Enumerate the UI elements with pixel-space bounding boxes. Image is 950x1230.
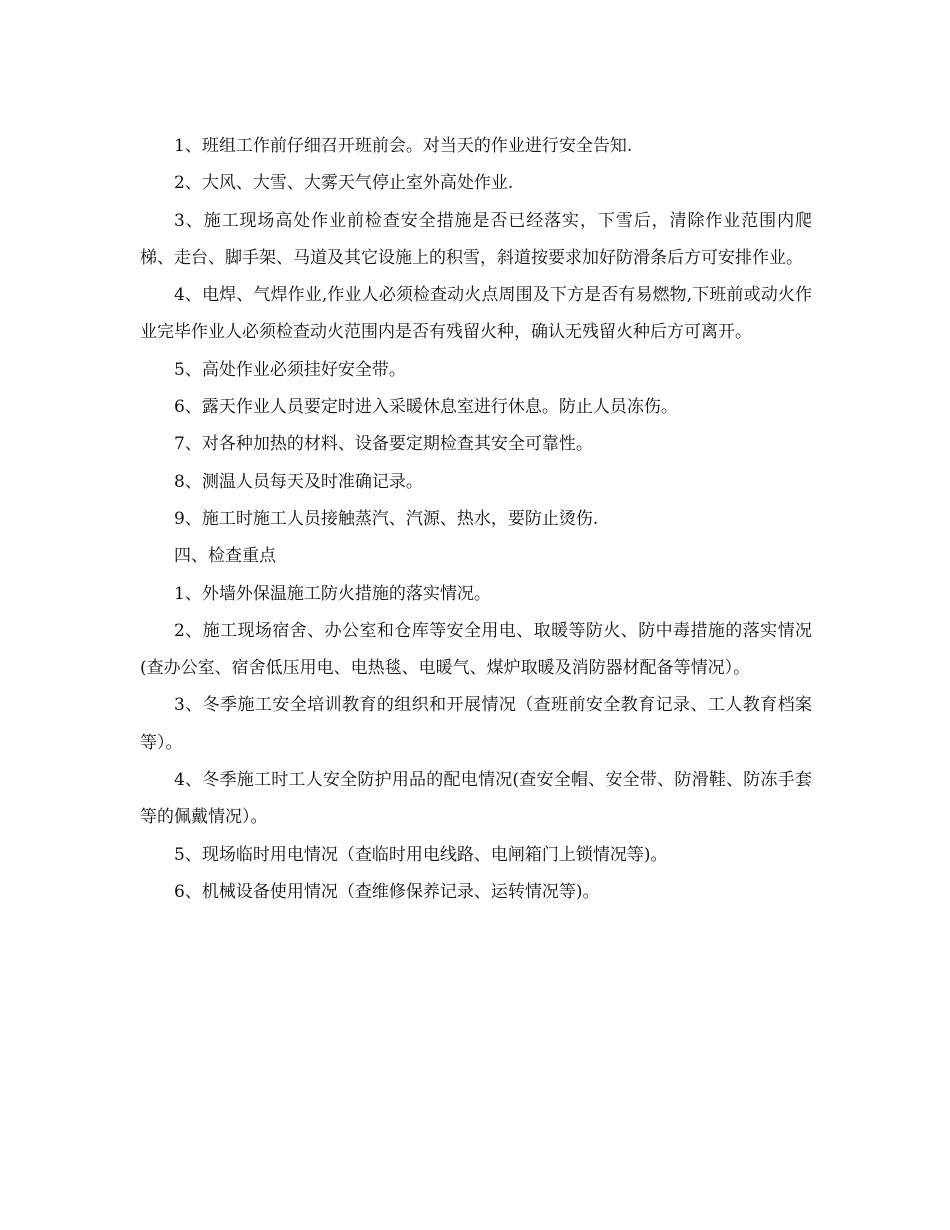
- paragraph-5: 5、高处作业必须挂好安全带。: [174, 359, 406, 380]
- paragraph-6: 6、露天作业人员要定时进入采暖休息室进行休息。防止人员冻伤。: [174, 397, 678, 418]
- paragraph-2: 2、大风、大雪、大雾天气停止室外高处作业.: [174, 173, 514, 194]
- paragraph-7: 7、对各种加热的材料、设备要定期检查其安全可靠性。: [174, 434, 593, 455]
- paragraph-13: 4、冬季施工时工人安全防护用品的配电情况(查安全帽、安全带、防滑鞋、防冻手套等的佩戴情况）。: [140, 770, 812, 828]
- paragraph-15: 6、机械设备使用情况（查维修保养记录、运转情况等)。: [174, 881, 600, 902]
- paragraph-12: 3、冬季施工安全培训教育的组织和开展情况（查班前安全教育记录、工人教育档案等）。: [140, 695, 812, 753]
- paragraph-3: 3、施工现场高处作业前检查安全措施是否已经落实，下雪后，清除作业范围内爬梯、走台、脚手架、马道及其它设施上的积雪，斜道按要求加好防滑条后方可安排作业。: [140, 210, 812, 268]
- paragraph-9: 9、施工时施工人员接触蒸汽、汽源、热水，要防止烫伤.: [174, 508, 599, 529]
- paragraph-4: 4、电焊、气焊作业,作业人必须检查动火点周围及下方是否有易燃物,下班前或动火作业完毕作业人必须检查动火范围内是否有残留火种，确认无残留火种后方可离开。: [140, 285, 812, 343]
- section-heading: 四、检查重点: [174, 546, 276, 567]
- paragraph-10: 1、外墙外保温施工防火措施的落实情况。: [174, 583, 491, 604]
- paragraph-1: 1、班组工作前仔细召开班前会。对当天的作业进行安全告知.: [174, 136, 633, 156]
- paragraph-11: 2、施工现场宿舍、办公室和仓库等安全用电、取暖等防火、防中毒措施的落实情况(查办公室、宿舍低压用电、电热毯、电暖气、煤炉取暖及消防器材配备等情况）。: [140, 620, 812, 679]
- document-body: [140, 128, 812, 911]
- paragraph-14: 5、现场临时用电情况（查临时用电线路、电闸箱门上锁情况等)。: [174, 844, 668, 865]
- paragraph-8: 8、测温人员每天及时准确记录。: [174, 471, 423, 492]
